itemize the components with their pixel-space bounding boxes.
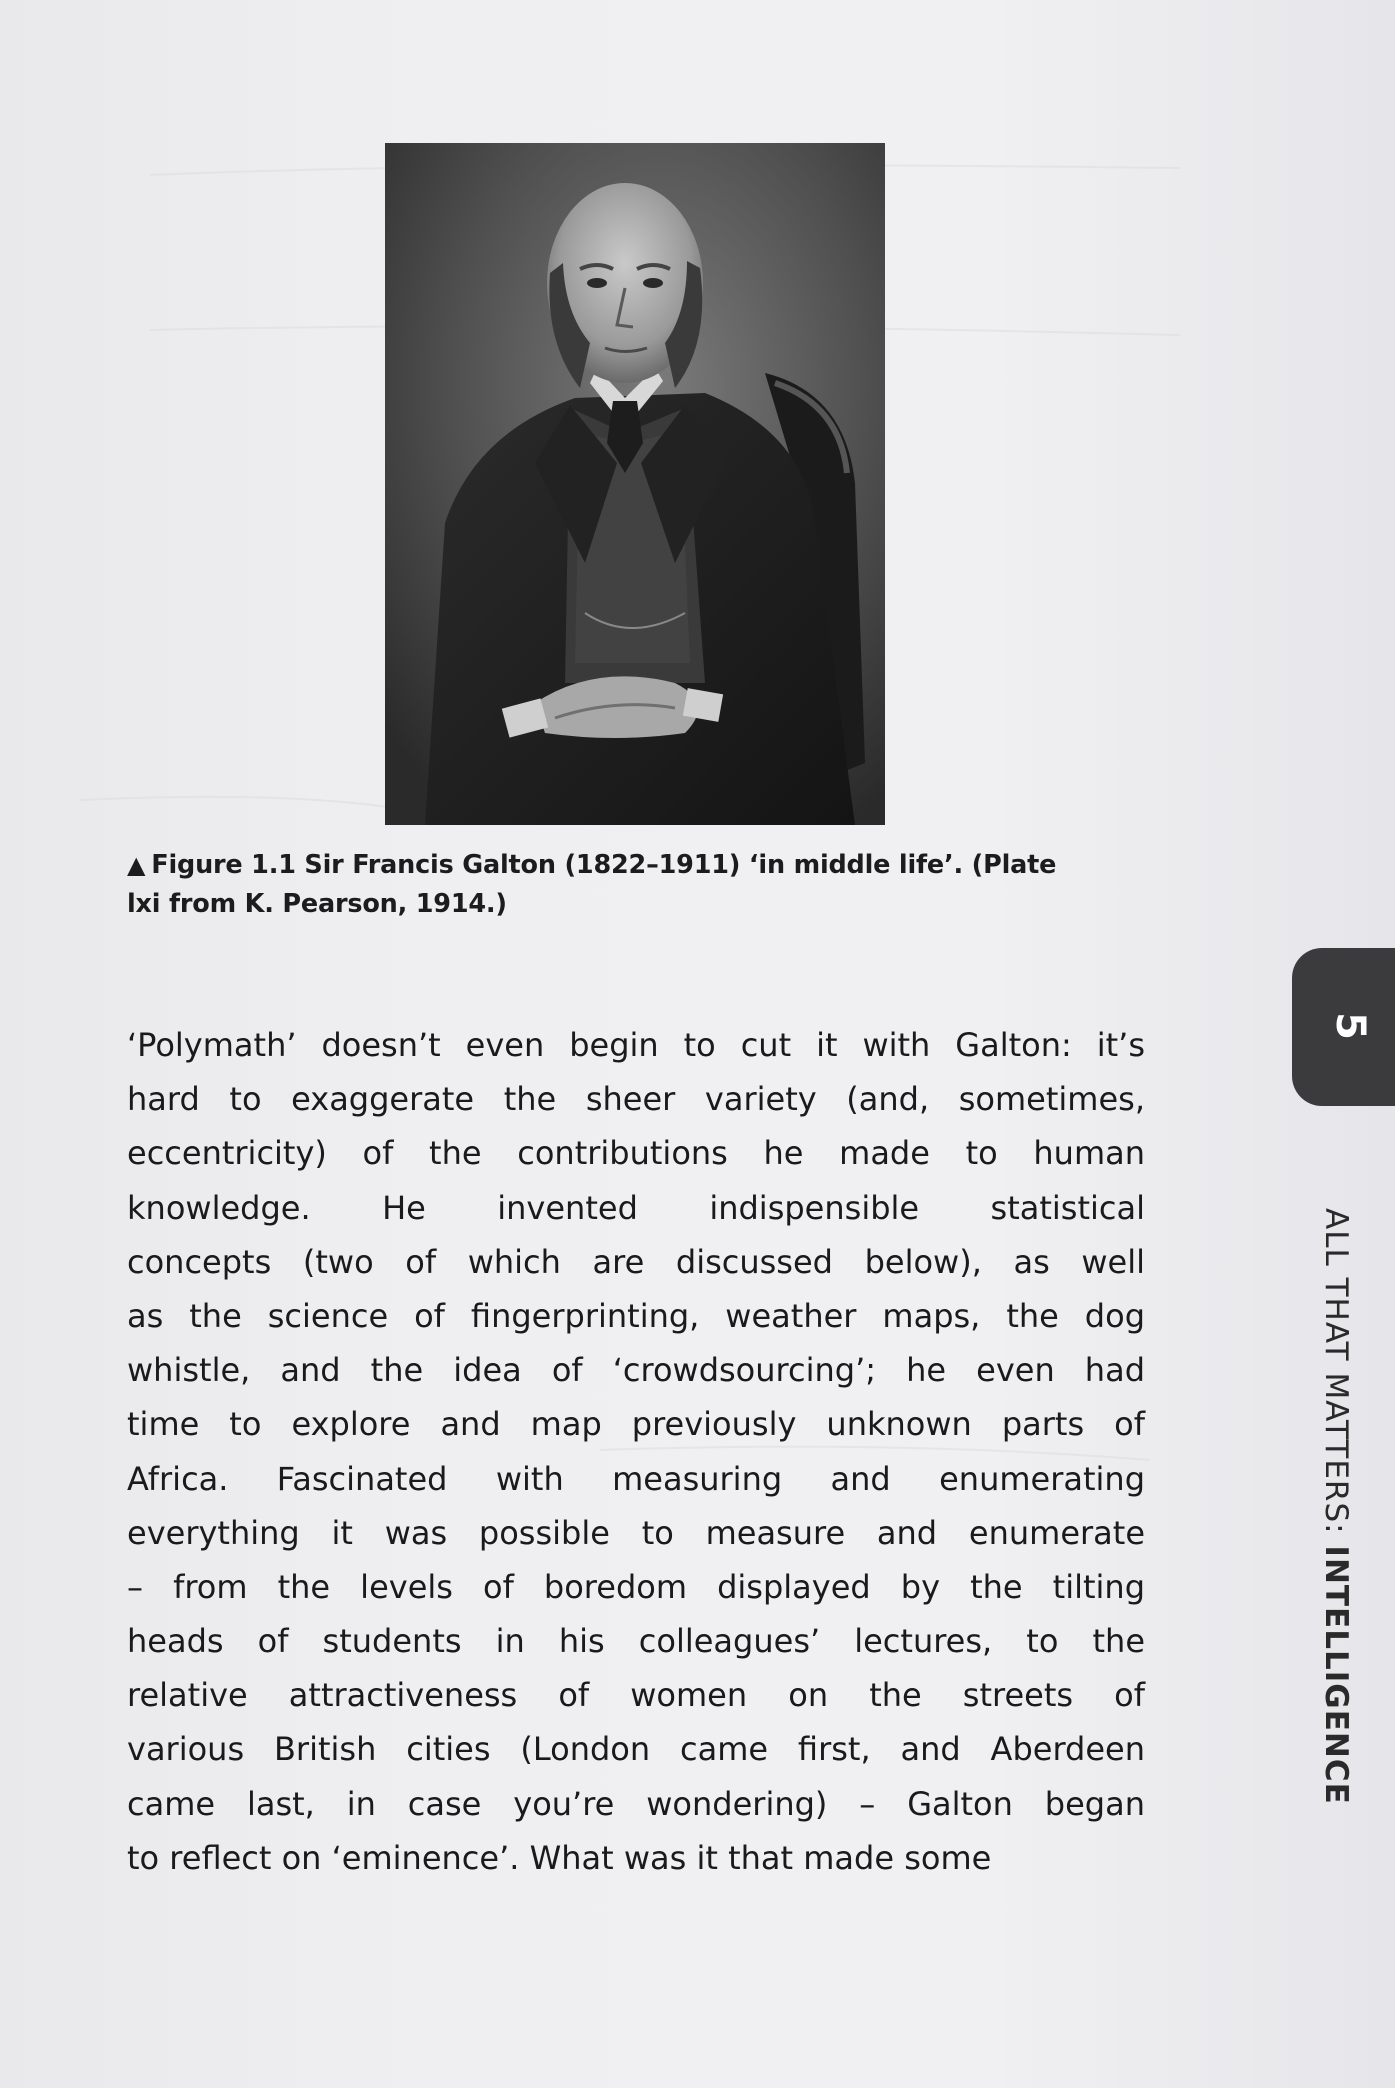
- body-line: various British cities (London came first, and Aberdeen: [127, 1730, 1145, 1769]
- caption-line-2: lxi from K. Pearson, 1914.): [127, 889, 507, 919]
- body-line: knowledge. He invented indispensible statistical: [127, 1188, 1145, 1227]
- portrait-photo: [385, 143, 885, 825]
- body-paragraph: [127, 1018, 1145, 1885]
- body-line: came last, in case you’re wondering) – Galton began: [127, 1784, 1145, 1823]
- running-title-bold: INTELLIGENCE: [1318, 1545, 1354, 1805]
- caption-text-1: Figure 1.1 Sir Francis Galton (1822–1911) ‘in middle life’. (Plate: [151, 850, 1057, 880]
- galton-portrait: [385, 143, 885, 825]
- body-line: heads of students in his colleagues’ lectures, to the: [127, 1622, 1145, 1661]
- body-line: as the science of fingerprinting, weather maps, the dog: [127, 1296, 1145, 1335]
- body-line: everything it was possible to measure and enumerate: [127, 1513, 1145, 1552]
- body-line: – from the levels of boredom displayed by the tilting: [127, 1567, 1145, 1606]
- triangle-icon: ▲: [127, 851, 146, 879]
- figure-caption: [127, 846, 1157, 924]
- chapter-number: 5: [1327, 1012, 1373, 1040]
- body-line: ‘Polymath’ doesn’t even begin to cut it with Galton: it’s: [127, 1026, 1145, 1064]
- body-line: to reflect on ‘eminence’. What was it that made some: [127, 1838, 992, 1877]
- running-title-regular: ALL THAT MATTERS:: [1318, 1208, 1354, 1546]
- caption-line-1: [127, 846, 1157, 885]
- body-line: time to explore and map previously unknown parts of: [127, 1405, 1145, 1444]
- body-line: Africa. Fascinated with measuring and enumerating: [127, 1459, 1145, 1498]
- body-line: hard to exaggerate the sheer variety (and, sometimes,: [127, 1080, 1145, 1119]
- body-line: relative attractiveness of women on the streets of: [127, 1676, 1145, 1715]
- running-title: [1314, 1208, 1358, 1805]
- body-line: whistle, and the idea of ‘crowdsourcing’; he even had: [127, 1351, 1145, 1390]
- body-line: concepts (two of which are discussed below), as well: [127, 1242, 1145, 1281]
- body-line: eccentricity) of the contributions he made to human: [127, 1134, 1145, 1173]
